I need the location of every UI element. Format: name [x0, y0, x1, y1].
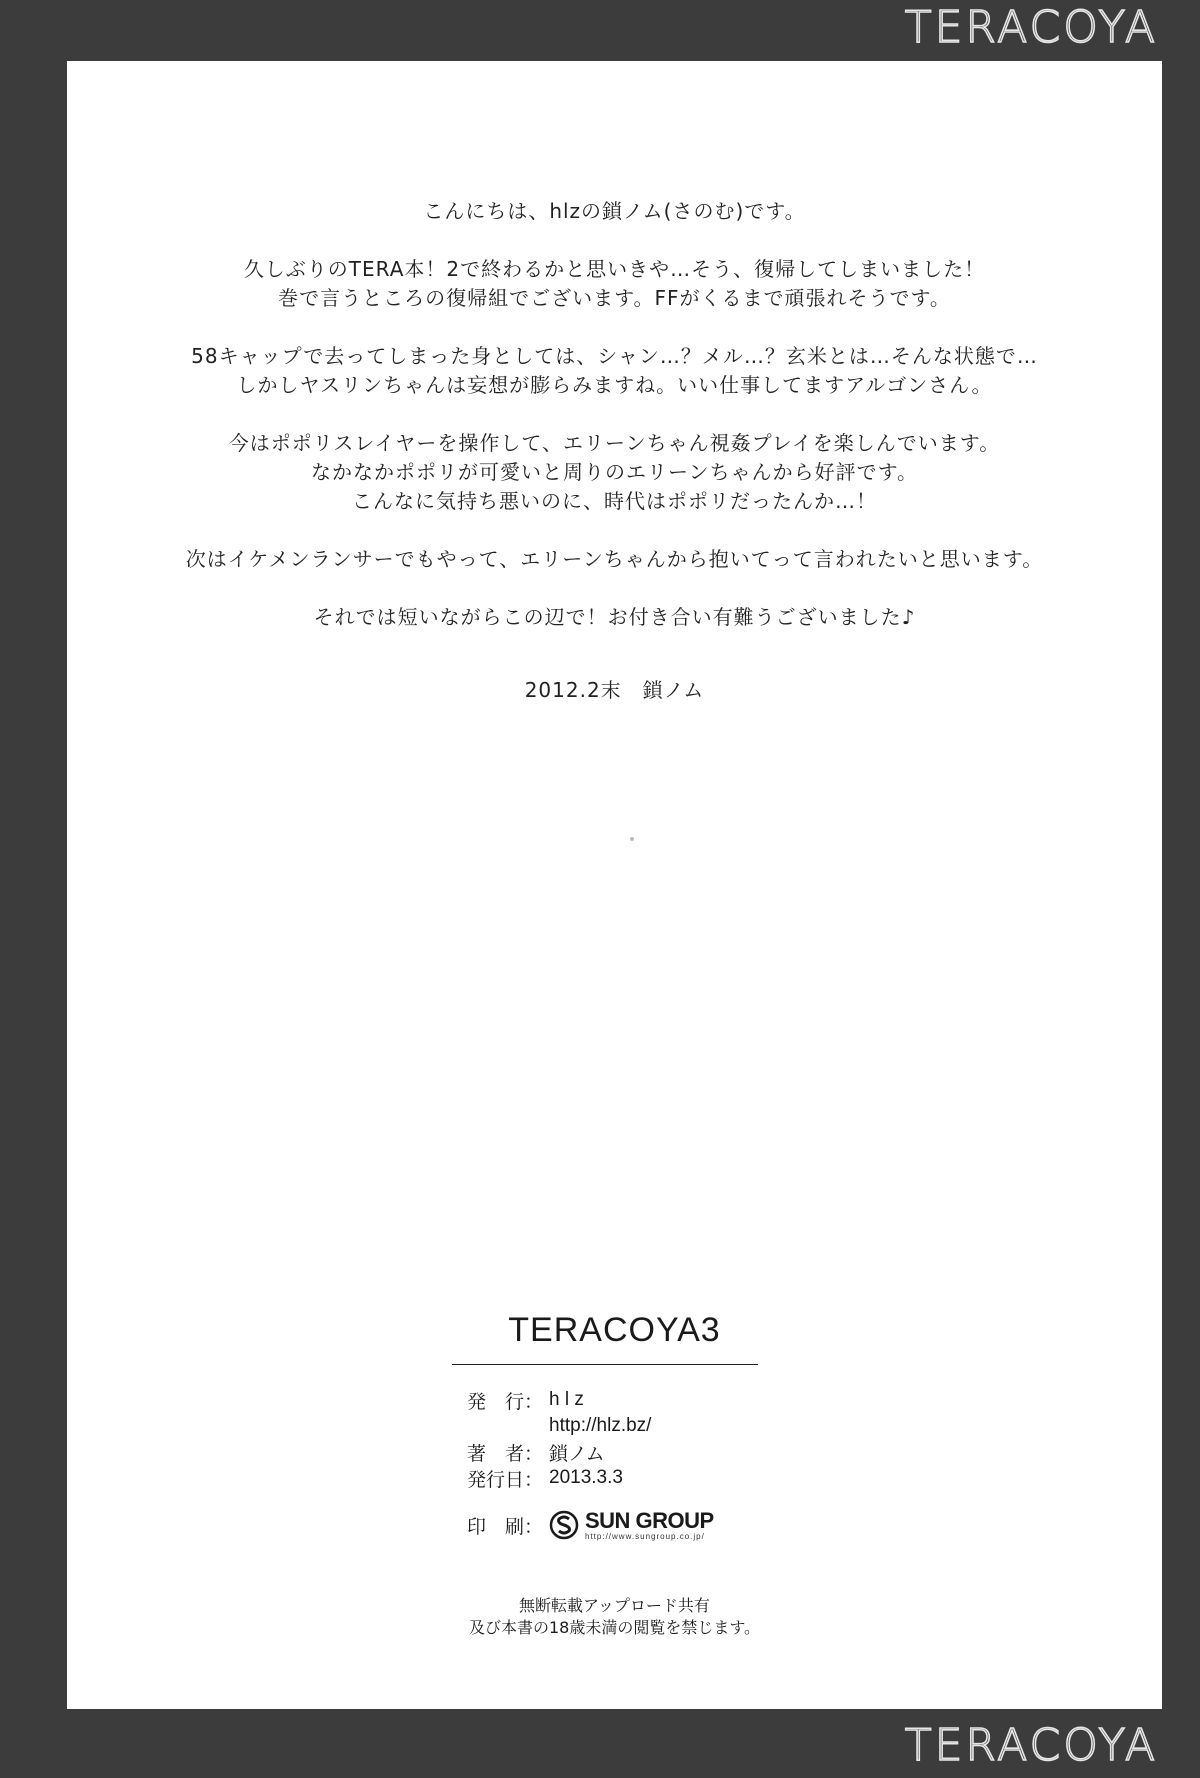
letter-line: 久しぶりのTERA本！2で終わるかと思いきや…そう、復帰してしまいました！ [243, 257, 986, 281]
printer-name: SUN GROUP [585, 1507, 714, 1533]
publisher-row [467, 1387, 714, 1413]
date-value: 2013.3.3 [549, 1467, 623, 1488]
printer-label: 印 刷： [467, 1516, 544, 1538]
letter-line: 58キャップで去ってしまった身としては、シャン…？メル…？玄米とは…そんな状態で… [191, 344, 1038, 368]
date-signature: 2012.2末 鎖ノム [524, 678, 705, 702]
author-row [467, 1439, 714, 1465]
notice-line-1: 無断転載アップロード共有 [519, 1596, 710, 1615]
letter-line: 巻で言うところの復帰組でございます。FFがくるまで頑張れそうです。 [278, 286, 951, 310]
letter-line: 今はポポリスレイヤーを操作して、エリーンちゃん視姦プレイを楽しんでいます。 [228, 431, 1001, 455]
author-label: 著 者： [467, 1443, 544, 1465]
book-title: TERACOYA3 [508, 1311, 721, 1349]
letter-line: 次はイケメンランサーでもやって、エリーンちゃんから抱いてって言われたいと思います。 [185, 547, 1044, 571]
publisher-url[interactable]: http://hlz.bz/ [549, 1415, 652, 1436]
printer-row [467, 1505, 714, 1545]
letter-line: しかしヤスリンちゃんは妄想が膨らみますね。いい仕事してますアルゴンさん。 [236, 373, 993, 397]
notice-line-2: 及び本書の18歳未満の閲覧を禁じます。 [468, 1618, 761, 1637]
paragraph-2 [67, 255, 1162, 313]
publisher-value: h l z [549, 1389, 584, 1410]
letter-line: なかなかポポリが可愛いと周りのエリーンちゃんから好評です。 [311, 460, 918, 484]
colophon [467, 1387, 714, 1545]
url-row [467, 1413, 714, 1439]
letter-line: こんにちは、hlzの鎖ノム(さのむ)です。 [423, 199, 806, 223]
speck [630, 837, 634, 841]
date-label: 発行日： [467, 1469, 544, 1491]
paragraph-4 [67, 429, 1162, 516]
brand-header: TERACOYA [904, 2, 1158, 53]
author-value: 鎖ノム [549, 1443, 605, 1465]
paragraph-3 [67, 342, 1162, 400]
copyright-notice [67, 1595, 1162, 1639]
letter-line: それでは短いながらこの辺で！お付き合い有難うございました♪ [313, 605, 916, 629]
title-rule [452, 1364, 758, 1365]
sun-group-logo-icon [549, 1510, 579, 1540]
date-row [467, 1465, 714, 1491]
printer-url: http://www.sungroup.co.jp/ [585, 1531, 705, 1541]
brand-footer: TERACOYA [904, 1720, 1158, 1771]
printer-logo [549, 1507, 714, 1541]
closing-line [67, 603, 1162, 632]
publisher-label: 発 行： [467, 1391, 544, 1413]
letter-line: こんなに気持ち悪いのに、時代はポポリだったんか…！ [352, 489, 877, 513]
afterword-letter [67, 197, 1162, 705]
paragraph-5 [67, 545, 1162, 574]
paragraph-1 [67, 197, 1162, 226]
page-sheet [67, 61, 1162, 1709]
